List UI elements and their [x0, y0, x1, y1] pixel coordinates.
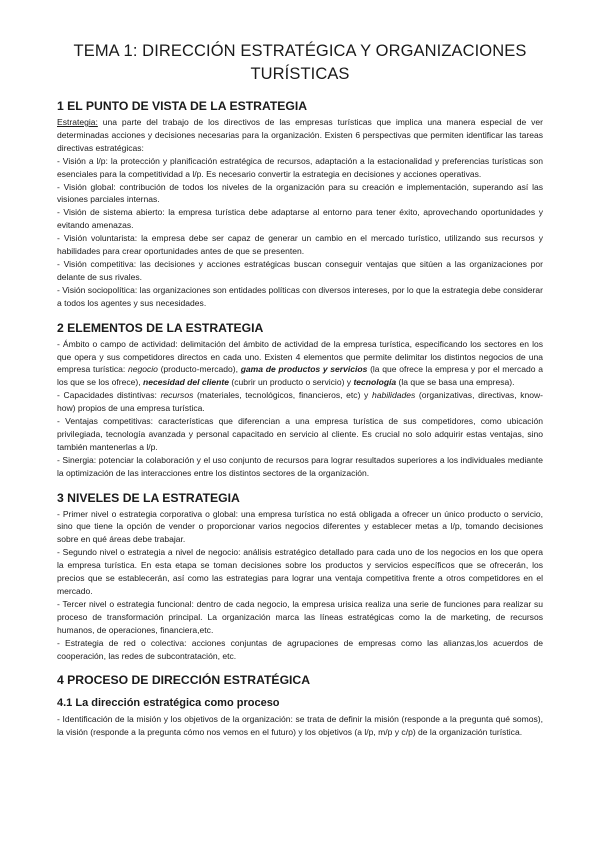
list-item: - Primer nivel o estrategia corporativa o global: una empresa turística no está obligada a ofrecer un único producto o servicio, sino que tiene la opción de vender o proporcionar varios negocios diferentes y establecer metas a l/p, tomando decisiones sobre en qué áreas debe trabajar. — [57, 508, 543, 545]
text-run: (materiales, tecnológicos, financieros, etc) y — [193, 390, 372, 401]
term-tecnologia: tecnología — [353, 377, 397, 388]
section-heading: 3 NIVELES DE LA ESTRATEGIA — [57, 490, 240, 505]
list-item: - Visión voluntarista: la empresa debe ser capaz de generar un cambio en el mercado turístico, utilizando sus recursos y habilidades para crear oportunidades antes de que se presenten. — [57, 233, 543, 257]
text-run: (producto-mercado), — [157, 364, 241, 375]
section-niveles — [57, 490, 543, 663]
text-run: - Capacidades distintivas: — [57, 390, 161, 401]
document-page — [57, 40, 543, 749]
section-proceso — [57, 672, 543, 739]
section-heading: 1 EL PUNTO DE VISTA DE LA ESTRATEGIA — [57, 99, 308, 113]
list-item: - Visión sociopolítica: las organizaciones son entidades políticas con diversos intereses, por lo que la estrategia debe considerar a todos los agentes y sus necesidades. — [57, 284, 543, 308]
list-item: - Tercer nivel o estrategia funcional: dentro de cada negocio, la empresa urisica realiza una serie de funciones para realizar su proceso de transformación principal. La organización marca las líneas estratégicas como la de marketing, de recursos humanos, de operaciones, financiera,etc. — [57, 598, 543, 635]
list-item-capacidades — [57, 389, 543, 415]
text-run: (la que se basa una empresa). — [396, 377, 515, 388]
term-recursos: recursos — [160, 390, 194, 401]
list-item: - Ventajas competitivas: características que diferencian a una empresa turística de sus competidores, como ubicación privilegiada, tecnología avanzada y personal capacitado en servicio al cliente. Es crucial no solo adquirir estas ventajas, sino también mantenerlas a l/p. — [57, 416, 543, 452]
definition-text: una parte del trabajo de los directivos de las empresas turísticas que implica una manera especial de ver determinadas acciones y decisiones necesarias para la organización. Existen 6 perspectivas que permiten identificar las tareas directivas estratégicas: — [57, 117, 543, 153]
section-heading: 4 PROCESO DE DIRECCIÓN ESTRATÉGICA — [57, 673, 311, 688]
list-item: - Visión a l/p: la protección y planificación estratégica de recursos, adaptación a la estacionalidad y preferencias turísticas son esenciales para la competitividad a l/p. Es necesario convertir la estrategia en decisiones y acciones operativas. — [57, 155, 543, 179]
term-negocio: negocio — [127, 364, 158, 375]
text-run: (la que ofrece la empresa y por el mercado a los que se los ofrece), — [57, 364, 543, 388]
list-item: - Segundo nivel o estrategia a nivel de negocio: análisis estratégico detallado para cada uno de los negocios en los que opera la empresa turística. En esta etapa se toman decisiones sobre los productos y servicios específicos que se ofrecerán, los precios que se establecerán, así como las estrategias para lograr una ventaja competitiva frente a otros competidores en el mercado. — [57, 547, 543, 596]
definition-term: Estrategia: — [57, 117, 98, 127]
term-habilidades: habilidades — [371, 390, 416, 401]
document-title: TEMA 1: DIRECCIÓN ESTRATÉGICA Y ORGANIZACIONES TURÍSTICAS — [73, 42, 527, 83]
list-item: - Visión de sistema abierto: la empresa turística debe adaptarse al entorno para tener éxito, aprovechando oportunidades y evitando amenazas. — [57, 207, 543, 231]
list-item: - Visión competitiva: las decisiones y acciones estratégicas buscan conseguir ventajas que sitúen a las organizaciones por delante de sus rivales. — [57, 258, 543, 282]
list-item: - Visión global: contribución de todos los niveles de la organización para su creación e implementación, superando así las visiones parciales internas. — [57, 181, 543, 205]
subsection-heading: 4.1 La dirección estratégica como proceso — [57, 697, 280, 710]
term-necesidad: necesidad del cliente — [143, 377, 229, 388]
list-item-ambito — [57, 338, 543, 390]
section-punto-de-vista — [57, 98, 543, 310]
section-elementos — [57, 320, 543, 480]
list-item: - Identificación de la misión y los objetivos de la organización: se trata de definir la misión (responde a la pregunta qué somos), la visión (responde a la pregunta cómo nos vemos en el futuro) y los objetivos (a l/p, m/p y c/p) de la organización turística. — [57, 714, 543, 738]
list-item: - Estrategia de red o colectiva: acciones conjuntas de agrupaciones de empresas como las alianzas,los acuerdos de cooperación, las redes de subcontratación, etc. — [57, 637, 543, 661]
term-gama: gama de productos y servicios — [240, 364, 368, 375]
paragraph-definition — [57, 116, 543, 155]
text-run: (cubrir un producto o servicio) y — [228, 377, 354, 388]
section-heading: 2 ELEMENTOS DE LA ESTRATEGIA — [57, 320, 264, 335]
list-item: - Sinergia: potenciar la colaboración y el uso conjunto de recursos para lograr resultados superiores a los individuales mediante la optimización de las interacciones entre los distintos sectores de la organización. — [57, 454, 543, 478]
text-run: - Ámbito o campo de actividad: delimitación del ámbito de actividad de la empresa turística, especificando los sectores en los que opera y sus competidores directos en cada uno. Existen 4 elementos que permite delimitar los distintos negocios de una empresa turística: — [57, 338, 543, 375]
text-run: (organizativas, directivas, know-how) propios de una empresa turística. — [57, 390, 544, 414]
